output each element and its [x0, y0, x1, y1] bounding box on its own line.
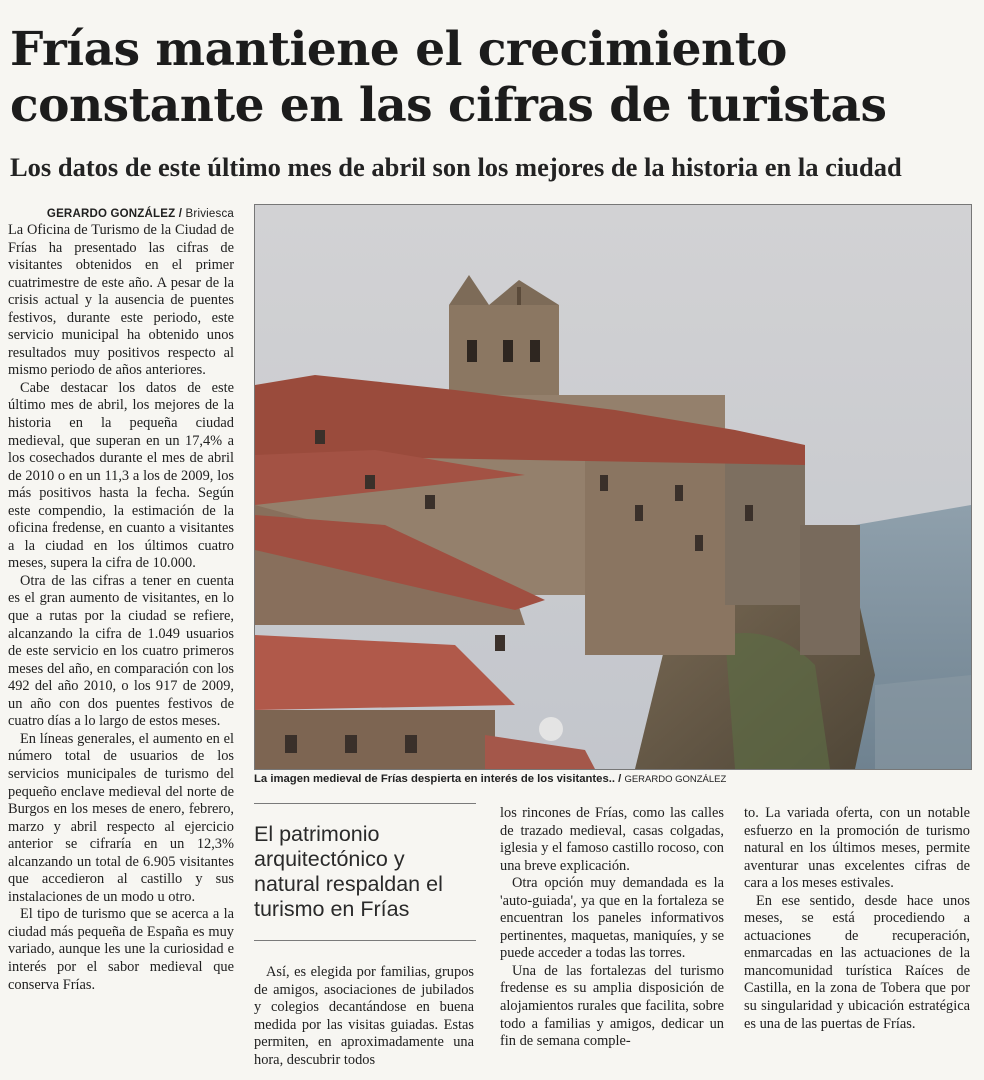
paragraph: Otra de las cifras a tener en cuenta es el gran aumento de visitantes, en lo que a rutas por la ciudad se refiere, alcanzando la cifra de 1.049 usuarios de este servicio en los cuatro primeros meses del año, en comparación con los 492 del año 2010, o los 917 de 2009, un año con dos puentes festivos de cuatro días a lo largo de estos meses. [8, 572, 234, 730]
paragraph: En líneas generales, el aumento en el número total de usuarios de los servicios municipales de turismo del pequeño enclave medieval del norte de Burgos en los meses de enero, febrero, marzo y abril respecto al ejercicio anterior se cifraría en un 12,3% alcanzando un total de 6.905 visitantes que accedieron al castillo y sus instalaciones de un modo u otro. [8, 730, 234, 905]
divider [254, 803, 476, 804]
paragraph: Así, es elegida por familias, grupos de amigos, asociaciones de jubilados y colegios decantándose en buena medida por las visitas guiadas. Estas permiten, en aproximadamente una hora, descubrir todos [254, 964, 474, 1068]
paragraph: los rincones de Frías, como las calles de trazado medieval, casas colgadas, iglesia y el famoso castillo rocoso, con una breve explicación. [500, 805, 724, 874]
byline-author: GERARDO GONZÁLEZ / [46, 208, 183, 220]
column-4 [744, 805, 970, 1033]
pullquote: El patrimonio arquitectónico y natural respaldan el turismo en Frías [254, 822, 443, 921]
photo-credit: GERARDO GONZÁLEZ [624, 774, 727, 785]
column-2 [254, 964, 474, 1069]
paragraph: Una de las fortalezas del turismo fredense es su amplia disposición de alojamientos rurales que facilita, sobre todo a familias y amigos, dedicar un fin de semana comple- [500, 962, 724, 1050]
paragraph: Otra opción muy demandada es la 'auto-guiada', ya que en la fortaleza se encuentran los paneles informativos pertinentes, maquetas, maniquíes, y se puede acceder a todas las torres. [500, 875, 724, 962]
article-photo [254, 204, 972, 770]
paragraph: En ese sentido, desde hace unos meses, se está procediendo a actuaciones de recuperación, enmarcadas en las actuaciones de la mancomunidad turística Raíces de Castilla, en la zona de Tobera que por su singularidad y ubicación estratégica es una de las puertas de Frías. [744, 892, 970, 1032]
divider [254, 940, 476, 941]
column-1 [8, 206, 234, 994]
paragraph: El tipo de turismo que se acerca a la ciudad más pequeña de España es muy variado, aunque les une la curiosidad e interés por el sabor medieval que conserva Frías. [8, 906, 234, 993]
paragraph: to. La variada oferta, con un notable esfuerzo en la promoción de turismo natural en los últimos meses, permite aventurar unas excelentes cifras de cara a los meses estivales. [744, 805, 970, 892]
headline: Frías mantiene el crecimiento constante en las cifras de turistas [10, 22, 887, 133]
column-3 [500, 805, 724, 1051]
byline-place: Briviesca [185, 208, 234, 220]
paragraph: La Oficina de Turismo de la Ciudad de Frías ha presentado las cifras de visitantes obtenidos en el primer cuatrimestre de este año. A pesar de la crisis actual y la ausencia de puentes festivos, durante este periodo, este servicio municipal ha obtenido unos resultados muy positivos respecto al mismo periodo de años anteriores. [8, 222, 234, 379]
photo-caption-text: La imagen medieval de Frías despierta en interés de los visitantes.. / [254, 773, 622, 785]
photo-caption [254, 773, 970, 785]
subheadline: Los datos de este último mes de abril son los mejores de la historia en la ciudad [10, 152, 902, 182]
paragraph: Cabe destacar los datos de este último mes de abril, los mejores de la historia en la pequeña ciudad medieval, que superan en un 17,4% a los cosechados durante el mes de abril de 2010 o en un 11,3 a los de 2009, los más positivos hasta la fecha. Según este compendio, la estimación de la oficina fredense, en cuanto a visitantes a la ciudad en los últimos cuatro meses, supera la cifra de 10.000. [8, 379, 234, 572]
byline [8, 206, 234, 222]
